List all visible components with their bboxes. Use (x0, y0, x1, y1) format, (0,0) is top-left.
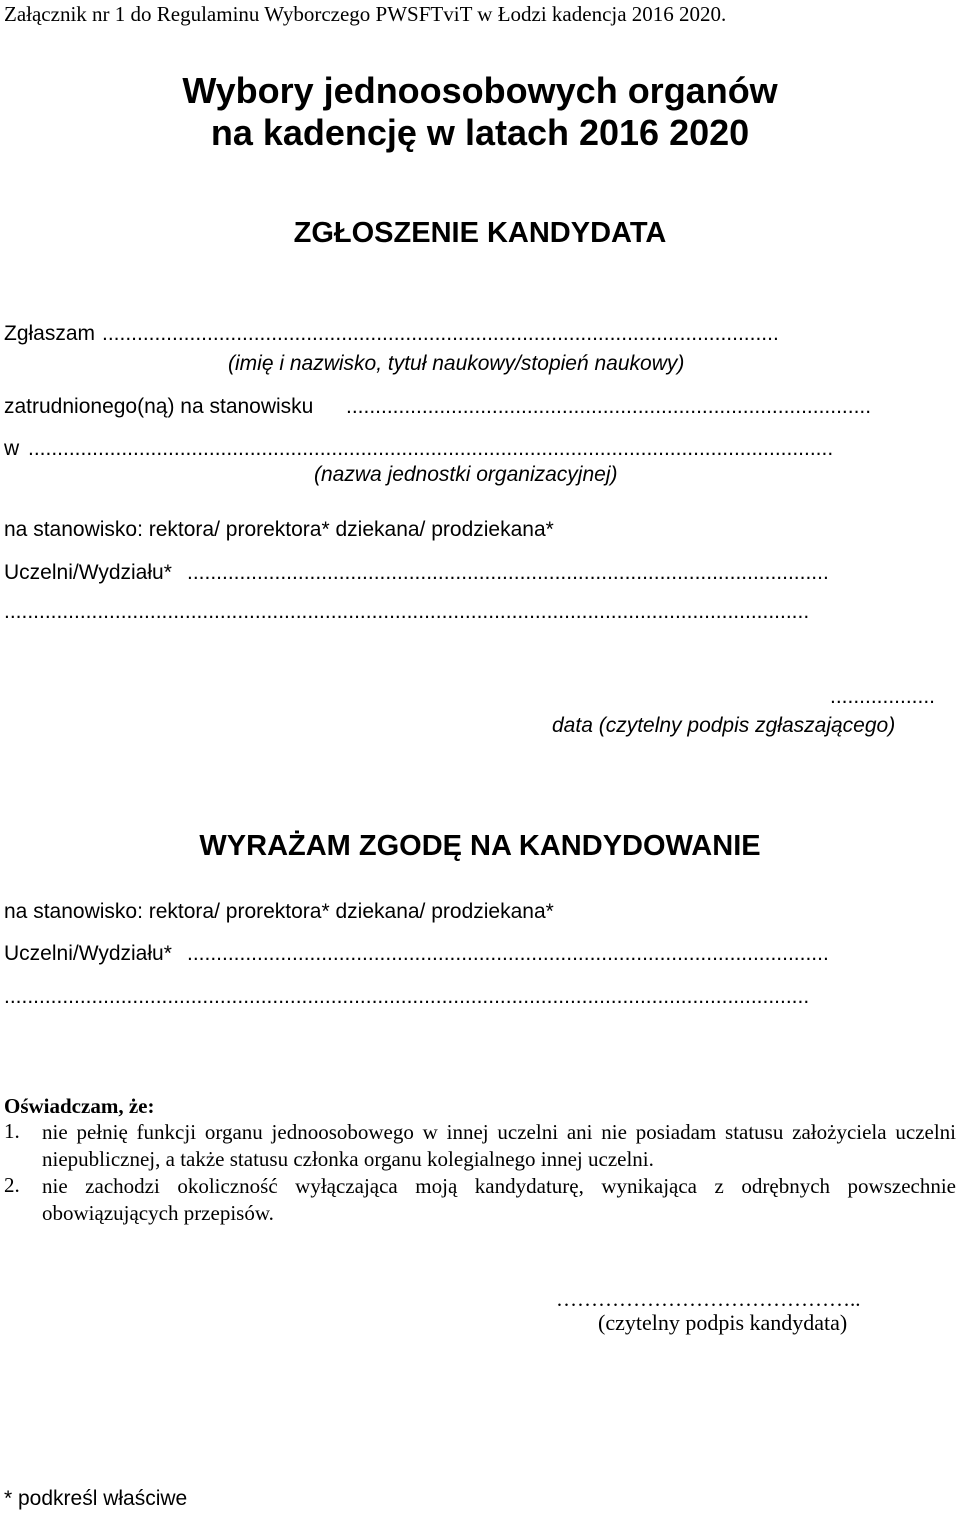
nominator-signature-line: .................. (830, 685, 936, 708)
declaration-item-text: nie pełnię funkcji organu jednoosobowego w innej uczelni ani nie posiadam statusu założyciela uczelni niepublicznej, a także statusu członka organu kolegialnego innej uczelni. (42, 1120, 956, 1171)
declaration-item-number: 2. (4, 1173, 20, 1197)
consent-candidacy-line: na stanowisko: rektora/ prorektora* dziekana/ prodziekana* (4, 900, 554, 923)
employment-fill-line: .......................................................................................... (346, 395, 872, 418)
nominator-signature-hint: data (czytelny podpis zgłaszającego) (552, 714, 896, 737)
title-line-2: na kadencję w latach 2016 2020 (210, 112, 750, 153)
title-line-1: Wybory jednoosobowych organów (182, 70, 778, 111)
header-note: Załącznik nr 1 do Regulaminu Wyborczego PWSFTviT w Łodzi kadencja 2016 2020. (4, 2, 727, 26)
nomination-fill-line: .................................................................................................................... (102, 322, 779, 345)
declaration-item (4, 1173, 956, 1227)
consent-faculty-fill-line-2: .......................................................................................................................................... (4, 985, 810, 1008)
candidate-signature-hint: (czytelny podpis kandydata) (598, 1310, 848, 1335)
footnote: * podkreśl właściwe (4, 1487, 188, 1510)
faculty-fill-line-2: .......................................................................................................................................... (4, 600, 810, 623)
declaration-item-text: nie zachodzi okoliczność wyłączająca moją kandydaturę, wynikająca z odrębnych powszechnie obowiązujących przepisów. (42, 1174, 956, 1225)
consent-faculty-fill-line: .............................................................................................................. (187, 942, 829, 965)
faculty-label: Uczelni/Wydziału* (4, 561, 172, 584)
faculty-fill-line: .............................................................................................................. (187, 561, 829, 584)
candidacy-line: na stanowisko: rektora/ prorektora* dziekana/ prodziekana* (4, 518, 554, 541)
form-heading: ZGŁOSZENIE KANDYDATA (293, 217, 667, 249)
unit-fill-line: .......................................................................................................................................... (28, 437, 834, 460)
employment-label: zatrudnionego(ną) na stanowisku (4, 395, 314, 418)
consent-heading: WYRAŻAM ZGODĘ NA KANDYDOWANIE (199, 830, 761, 862)
nomination-label: Zgłaszam (4, 322, 96, 345)
unit-hint: (nazwa jednostki organizacyjnej) (314, 463, 618, 486)
declaration-item (4, 1119, 956, 1173)
consent-faculty-label: Uczelni/Wydziału* (4, 942, 172, 965)
declaration-item-number: 1. (4, 1119, 20, 1143)
declaration-heading: Oświadczam, że: (4, 1094, 155, 1118)
nomination-hint: (imię i nazwisko, tytuł naukowy/stopień naukowy) (228, 352, 685, 375)
candidate-signature-line: …………………………………….. (556, 1287, 861, 1311)
unit-label: w (4, 437, 20, 460)
